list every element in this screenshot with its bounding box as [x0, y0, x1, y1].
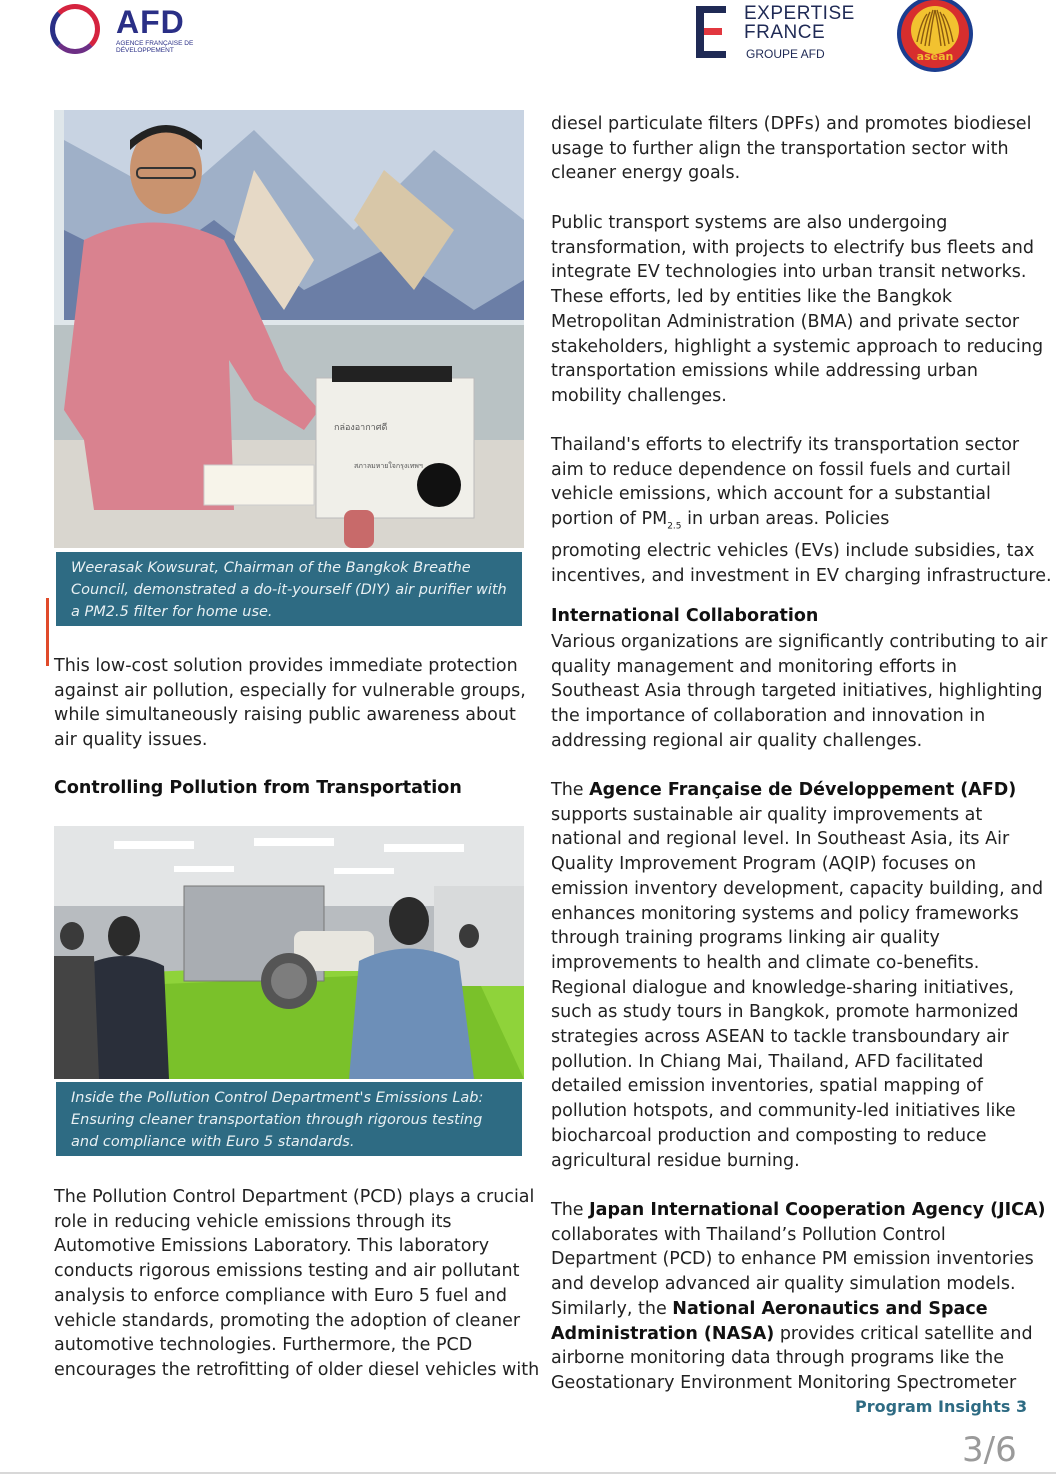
text-line: The Pollution Control Department (PCD) plays a crucial [54, 1187, 535, 1207]
nasa-bold-name-2: Administration (NASA) [551, 1323, 775, 1344]
nasa-rest: provides critical satellite and [774, 1323, 1033, 1344]
right-paragraph-4 [551, 630, 1048, 754]
right-paragraph-afd [551, 778, 1044, 1173]
footer-page-number: 3 [1016, 1397, 1028, 1416]
jica-bold-name: Japan International Cooperation Agency (JICA) [589, 1200, 1046, 1220]
caption-line: and compliance with Euro 5 standards. [71, 1134, 355, 1150]
emissions-lab-photo [54, 826, 524, 1079]
nasa-bold-name-1: National Aeronautics and Space [672, 1298, 988, 1319]
afd-bold-name: Agence Française de Développement (AFD) [589, 780, 1017, 800]
text-line: Public transport systems are also undergoing [551, 213, 948, 233]
caption-line: a PM2.5 filter for home use. [71, 604, 273, 620]
text-line: against air pollution, especially for vulnerable groups, [54, 680, 526, 701]
text-line: usage to further align the transportation sector with [551, 138, 1009, 159]
caption-line: Ensuring cleaner transportation through rigorous testing [71, 1112, 483, 1128]
pm-suffix: in urban areas. Policies [681, 509, 890, 530]
text-line-jica-intro [551, 1198, 1046, 1223]
expertise-title-line1: EXPERTISE [744, 3, 855, 24]
afd-logo-subtitle: AGENCE FRANÇAISE DE DÉVELOPPEMENT [116, 40, 194, 54]
text-line: mobility challenges. [551, 385, 727, 406]
text-line: Automotive Emissions Laboratory. This laboratory [54, 1236, 490, 1257]
text-line: the importance of collaboration and innovation in [551, 706, 986, 727]
text-line: addressing regional air quality challenges. [551, 730, 923, 751]
text-line: encourages the retrofitting of older diesel vehicles with [54, 1359, 540, 1380]
pm-subscript: 2.5 [667, 521, 682, 532]
text-line: analysis to enforce compliance with Euro 5 fuel and [54, 1285, 507, 1306]
right-paragraph-2 [551, 211, 1044, 409]
asean-label: asean [916, 50, 954, 63]
asean-emblem-icon [895, 0, 975, 72]
expertise-france-logo [696, 4, 876, 62]
text-line: vehicle emissions, which account for a substantial [551, 484, 991, 505]
text-line: and develop advanced air quality simulation models. [551, 1274, 1016, 1295]
text-line: pollution hotspots, and community-led initiatives like [551, 1101, 1016, 1122]
right-paragraph-1 [551, 112, 1031, 186]
afd-ring-icon [50, 4, 100, 54]
caption-line: Council, demonstrated a do-it-yourself (DIY) air purifier with [71, 582, 507, 598]
text-line: Southeast Asia through targeted initiatives, highlighting [551, 681, 1043, 702]
text-line: transformation, with projects to electrify bus fleets and [551, 237, 1035, 258]
text-line: conducts rigorous emissions testing and air pollutant [54, 1261, 520, 1282]
text-line-pm25 [551, 507, 1031, 539]
text-line: Quality Improvement Program (AQIP) focuses on [551, 854, 977, 875]
emissions-lab-photo-illustration [54, 826, 524, 1079]
purifier-box-label: กล่องอากาศดี [334, 423, 388, 433]
purifier-box-sublabel: สภาลมหายใจกรุงเทพฯ [354, 462, 423, 470]
text-line-nasa-2 [551, 1322, 1031, 1347]
transport-heading: Controlling Pollution from Transportation [54, 778, 462, 798]
afd-intro: The [551, 780, 590, 800]
text-line: cleaner energy goals. [551, 163, 741, 184]
text-line: supports sustainable air quality improvements at [551, 804, 983, 825]
text-line: collaborates with Thailand’s Pollution Control [551, 1224, 946, 1245]
caption-line: Weerasak Kowsurat, Chairman of the Bangkok Breathe [71, 560, 471, 576]
afd-logo [50, 4, 200, 62]
text-line: improvements to health and climate co-benefits. [551, 952, 980, 973]
text-line: Thailand's efforts to electrify its transportation sector [551, 435, 1020, 455]
asean-logo [895, 0, 975, 72]
expertise-france-subtitle: GROUPE AFD [746, 47, 825, 61]
expertise-france-mark-icon [696, 6, 726, 58]
text-line: promoting electric vehicles (EVs) include subsidies, tax [551, 541, 1035, 562]
text-line: national and regional level. In Southeast Asia, its Air [551, 829, 1010, 850]
afd-logo-text: AFD [116, 4, 185, 40]
nasa-intro: Similarly, the [551, 1298, 673, 1319]
text-line: diesel particulate filters (DPFs) and promotes biodiesel [551, 114, 1032, 134]
left-paragraph-1 [54, 654, 524, 753]
chairman-photo-caption [56, 552, 522, 626]
text-line: such as study tours in Bangkok, promote harmonized [551, 1002, 1019, 1023]
emissions-lab-caption [56, 1082, 522, 1156]
text-line: emission inventory development, capacity building, and [551, 878, 1044, 899]
pm-prefix: portion of PM [551, 509, 668, 530]
text-line: Various organizations are significantly contributing to air [551, 632, 1048, 652]
text-line: strategies across ASEAN to tackle transboundary air [551, 1027, 1009, 1048]
footer-section-title: Program Insights [855, 1397, 1011, 1416]
text-line: Geostationary Environment Monitoring Spectrometer [551, 1372, 1017, 1393]
text-line: integrate EV technologies into urban transit networks. [551, 262, 1027, 283]
text-line: airborne monitoring data through programs like the [551, 1348, 1004, 1369]
right-paragraph-3 [551, 433, 1052, 589]
text-line-nasa-intro [551, 1297, 1031, 1322]
international-collaboration-heading: International Collaboration [551, 606, 819, 626]
text-line: vehicle standards, promoting the adoption of cleaner [54, 1310, 521, 1331]
text-line: role in reducing vehicle emissions through its [54, 1211, 452, 1232]
text-line: incentives, and investment in EV charging infrastructure. [551, 566, 1052, 587]
chairman-photo [54, 110, 524, 548]
text-line: pollution. In Chiang Mai, Thailand, AFD facilitated [551, 1051, 984, 1072]
jica-intro: The [551, 1200, 590, 1220]
text-line: biocharcoal production and composting to reduce [551, 1125, 987, 1146]
text-line: through training programs linking air quality [551, 928, 940, 949]
chairman-photo-illustration [54, 110, 524, 548]
text-line: quality management and monitoring efforts in [551, 656, 958, 677]
text-line: detailed emission inventories, spatial mapping of [551, 1076, 983, 1097]
accent-bar [46, 598, 49, 666]
text-line: Regional dialogue and knowledge-sharing initiatives, [551, 977, 1015, 998]
text-line: stakeholders, highlight a systemic approach to reducing [551, 336, 1044, 357]
text-line: These efforts, led by entities like the Bangkok [551, 287, 953, 308]
text-line: This low-cost solution provides immediate protection [54, 656, 518, 676]
caption-line: Inside the Pollution Control Department's Emissions Lab: [71, 1090, 484, 1106]
bottom-divider [0, 1472, 1056, 1474]
expertise-france-title [744, 4, 855, 42]
text-line: aim to reduce dependence on fossil fuels and curtail [551, 459, 1011, 480]
page-indicator: 3/6 [962, 1430, 1017, 1470]
text-line: Department (PCD) to enhance PM emission inventories [551, 1249, 1034, 1270]
text-line: air quality issues. [54, 730, 208, 751]
text-line: agricultural residue burning. [551, 1150, 800, 1171]
text-line: while simultaneously raising public awareness about [54, 705, 516, 726]
text-line: Metropolitan Administration (BMA) and private sector [551, 311, 1020, 332]
text-line: transportation emissions while addressing urban [551, 361, 978, 382]
text-line: automotive technologies. Furthermore, the PCD [54, 1335, 473, 1356]
left-paragraph-2 [54, 1185, 540, 1383]
expertise-title-line2: FRANCE [744, 22, 826, 43]
right-paragraph-jica [551, 1198, 1046, 1396]
text-line: enhances monitoring systems and policy frameworks [551, 903, 1019, 924]
text-line-afd-intro [551, 778, 1031, 803]
